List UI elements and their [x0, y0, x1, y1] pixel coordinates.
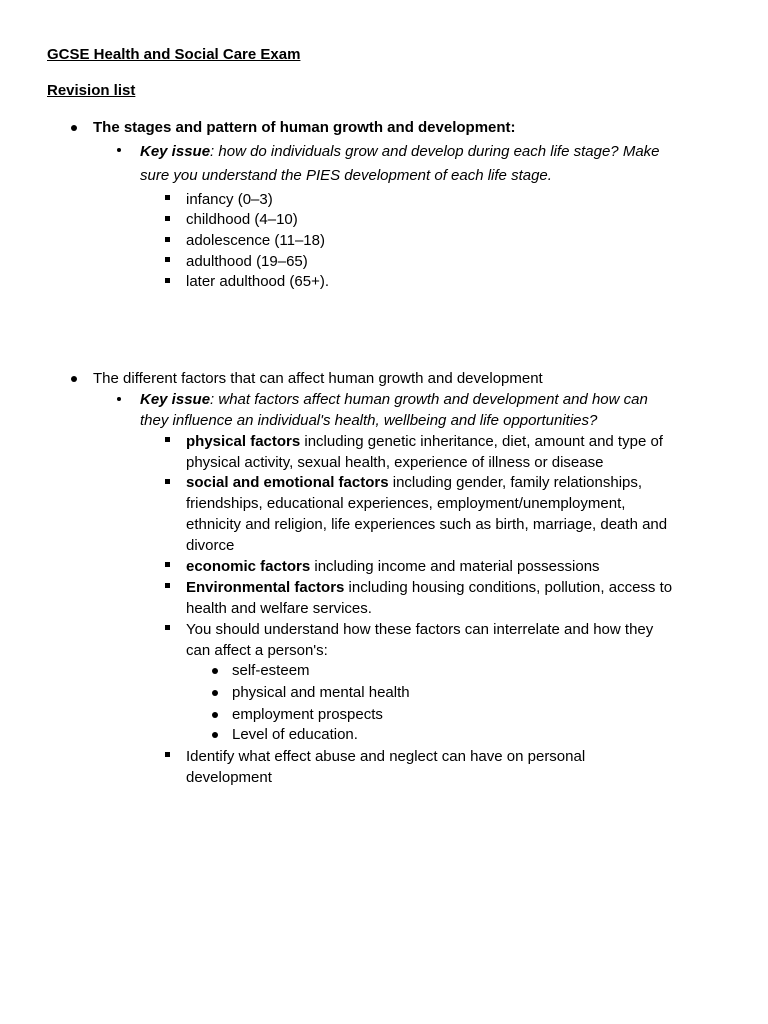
interrelate-line2: can affect a person's:: [186, 642, 328, 659]
bullet-dot: [71, 376, 77, 382]
effect-item: employment prospects: [232, 706, 383, 723]
key-issue-label: Key issue: [140, 143, 211, 160]
sub-bullet-dot: [117, 397, 121, 401]
stage-item: adolescence (11–18): [186, 232, 325, 249]
key-issue-text: : how do individuals grow and develop during each life stage? Make: [210, 143, 660, 160]
environmental-factors-line1: [186, 577, 672, 598]
document-subtitle: Revision list: [47, 82, 136, 99]
stage-item: childhood (4–10): [186, 211, 298, 228]
bullet-dot: [71, 125, 77, 131]
environmental-factors-line2: health and welfare services.: [186, 600, 372, 617]
abuse-neglect-line2: development: [186, 769, 272, 786]
environmental-factors-label: Environmental factors: [186, 579, 345, 596]
environmental-factors-text: including housing conditions, pollution, access to: [344, 579, 673, 596]
section1-key-issue-line2: sure you understand the PIES development of each life stage.: [140, 167, 552, 184]
bullet-dot: [212, 690, 218, 696]
square-bullet: [165, 562, 170, 567]
economic-factors-line: [186, 556, 600, 577]
square-bullet: [165, 752, 170, 757]
interrelate-line1: You should understand how these factors can interrelate and how they: [186, 621, 654, 638]
social-factors-line2: friendships, educational experiences, employment/unemployment,: [186, 495, 626, 512]
section2-key-issue-line1: [140, 389, 648, 410]
economic-factors-text: including income and material possessions: [310, 558, 600, 575]
square-bullet: [165, 278, 170, 283]
section1-heading: The stages and pattern of human growth and development:: [93, 119, 516, 136]
key-issue-label: Key issue: [140, 391, 211, 408]
square-bullet: [165, 216, 170, 221]
square-bullet: [165, 437, 170, 442]
bullet-dot: [212, 732, 218, 738]
square-bullet: [165, 583, 170, 588]
abuse-neglect-line1: Identify what effect abuse and neglect can have on personal: [186, 748, 586, 765]
stage-item: adulthood (19–65): [186, 253, 308, 270]
social-factors-line3: ethnicity and religion, life experiences such as birth, marriage, death and: [186, 516, 668, 533]
sub-bullet-dot: [117, 148, 121, 152]
key-issue-text: : what factors affect human growth and development and how can: [210, 391, 648, 408]
section2-key-issue-line2: they influence an individual's health, wellbeing and life opportunities?: [140, 412, 598, 429]
square-bullet: [165, 479, 170, 484]
stage-item: infancy (0–3): [186, 191, 273, 208]
stage-item: later adulthood (65+).: [186, 273, 330, 290]
square-bullet: [165, 237, 170, 242]
document-title: GCSE Health and Social Care Exam: [47, 46, 301, 63]
social-factors-text: including gender, family relationships,: [388, 474, 643, 491]
effect-item: Level of education.: [232, 726, 358, 743]
physical-factors-line1: [186, 431, 663, 452]
physical-factors-text: including genetic inheritance, diet, amount and type of: [300, 433, 663, 450]
effect-item: self-esteem: [232, 662, 310, 679]
bullet-dot: [212, 668, 218, 674]
physical-factors-label: physical factors: [186, 433, 301, 450]
effect-item: physical and mental health: [232, 684, 410, 701]
section2-heading: The different factors that can affect human growth and development: [93, 370, 543, 387]
social-factors-label: social and emotional factors: [186, 474, 389, 491]
social-factors-line4: divorce: [186, 537, 235, 554]
physical-factors-line2: physical activity, sexual health, experience of illness or disease: [186, 454, 604, 471]
economic-factors-label: economic factors: [186, 558, 311, 575]
square-bullet: [165, 195, 170, 200]
social-factors-line1: [186, 472, 642, 493]
section1-key-issue-line1: [140, 141, 660, 162]
bullet-dot: [212, 712, 218, 718]
square-bullet: [165, 625, 170, 630]
square-bullet: [165, 257, 170, 262]
